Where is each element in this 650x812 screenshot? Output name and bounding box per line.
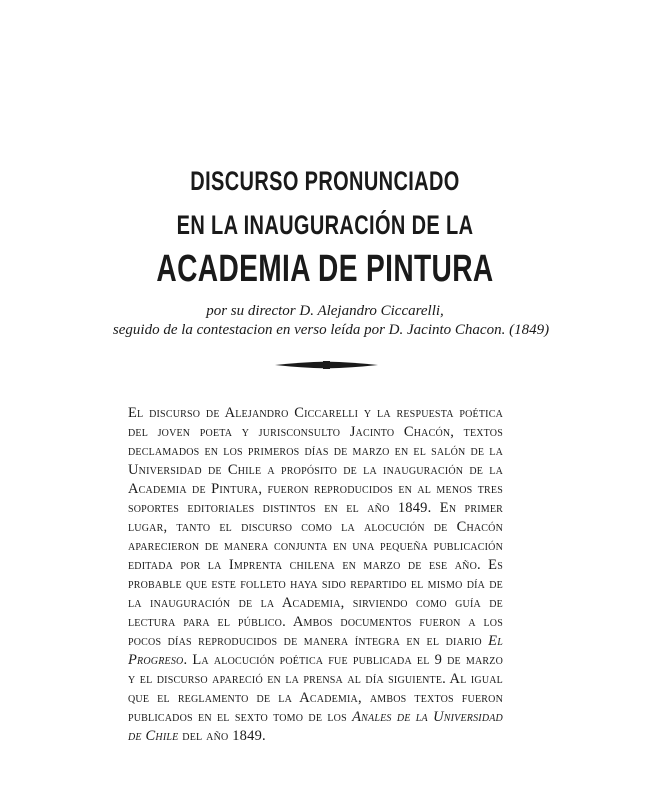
subtitle-line-1: por su director D. Alejandro Ciccarelli, (206, 303, 444, 319)
body-text-1: El discurso de Alejandro Ciccarelli y la respuesta poética del joven poeta y jurisconsulto Jacinto Chacón, textos declamados en los primeros días de marzo en el salón de la Universidad de Chile a propósito de la inauguración de la Academia de Pintura, fueron reproducidos en al menos tres soportes editoriales distintos en el año 1849. En primer lugar, tanto el discurso como la alocución de Chacón aparecieron de manera conjunta en una pequeña publicación editada por la Imprenta chilena en marzo de ese año. Es probable que este folleto haya sido repartido el mismo día de la inauguración de la Academia, sirviendo como guía de lectura para el público. Ambos documentos fueron a los pocos días reproducidos de manera íntegra en el diario (128, 404, 503, 649)
title-line-3: ACADEMIA DE PINTURA (156, 248, 494, 290)
title-line-1: DISCURSO PRONUNCIADO (190, 166, 460, 196)
ornamental-rule-icon (275, 361, 378, 369)
body-text-2: . La alocución poética fue publicada el 9 de marzo y el discurso apareció en la prensa al día siguiente. Al igual que el reglamento de la Academia, ambos textos fueron publicados en el sexto tomo de los (128, 651, 503, 725)
title-line-2: EN LA INAUGURACIÓN DE LA (176, 210, 474, 240)
body-paragraph (128, 404, 503, 746)
subtitle-line-2: seguido de la contestacion en verso leída por D. Jacinto Chacon. (1849) (112, 322, 550, 338)
body-text-3: del año 1849. (178, 727, 266, 744)
body-italic-anales: Anales de la Universidad de Chile (128, 708, 503, 744)
body-italic-el-progreso: El Progreso (128, 632, 503, 668)
